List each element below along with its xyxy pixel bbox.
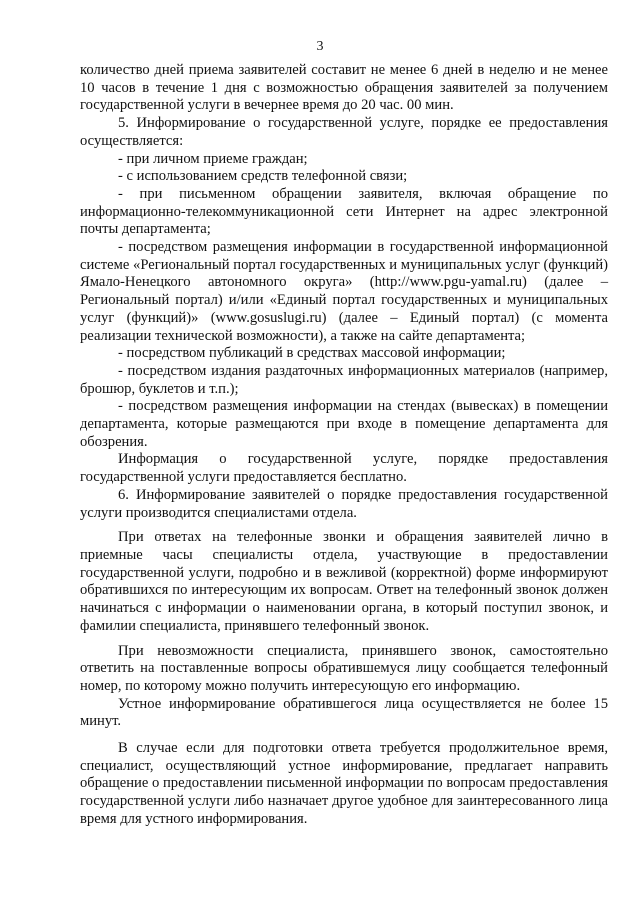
list-item-information-system: - посредством размещения информации в государственной информационной системе «Региональный портал государственных и муниципальных услуг (функций) Ямало-Ненецкого автономного округа» (http://www.pgu-yamal.ru) (далее – Региональный портал) и/или «Единый портал государственных и муниципальных услуг (функций)» (www.gosuslugi.ru) (далее – Единый портал) (с момента реализации технической возможности), а также на сайте департамента; [80,239,608,344]
paragraph-item-5: 5. Информирование о государственной услуге, порядке ее предоставления осуществляется: [80,115,608,149]
list-item-handouts: - посредством издания раздаточных информационных материалов (например, брошюр, буклетов и т.п.); [80,362,608,397]
list-item-stands: - посредством размещения информации на стендах (вывесках) в помещении департамента, которые размещаются при входе в помещение департамента для обозрения. [80,398,608,450]
paragraph-free-of-charge: Информация о государственной услуге, порядке предоставления государственной услуги предоставляется бесплатно. [80,451,608,486]
paragraph-phone-answers: При ответах на телефонные звонки и обращения заявителей лично в приемные часы специалисты отдела, участвующие в предоставлении государственной услуги, подробно и в вежливой (корректной) форме информируют обратившихся по интересующим их вопросам. Ответ на телефонный звонок должен начинаться с информации о наименовании органа, в который поступил звонок, и фамилии специалиста, принявшего телефонный звонок. [80,529,608,634]
list-item-telephone: - с использованием средств телефонной связи; [118,168,408,185]
paragraph-item-6: 6. Информирование заявителей о порядке предоставления государственной услуги производится специалистами отдела. [80,486,608,521]
document-body [80,62,608,829]
page-number: 3 [316,39,324,54]
list-item-personal-reception: - при личном приеме граждан; [118,150,308,167]
paragraph-oral-duration: Устное информирование обратившегося лица осуществляется не более 15 минут. [80,695,608,730]
list-item-mass-media: - посредством публикаций в средствах массовой информации; [118,345,506,362]
paragraph-forwarding: При невозможности специалиста, принявшего звонок, самостоятельно ответить на поставленные вопросы обратившемуся лицу сообщается телефонный номер, по которому можно получить интересующую его информацию. [80,642,608,694]
paragraph-long-answer: В случае если для подготовки ответа требуется продолжительное время, специалист, осуществляющий устное информирование, предлагает направить обращение о предоставлении письменной информации по вопросам предоставления государственной услуги либо назначает другое удобное для заинтересованного лица время для устного информирования. [80,740,608,827]
list-item-written-request: - при письменном обращении заявителя, включая обращение по информационно-телекоммуникационной сети Интернет на адрес электронной почты департамента; [80,185,608,238]
paragraph-continuation: количество дней приема заявителей составит не менее 6 дней в неделю и не менее 10 часов в течение 1 дня с возможностью обращения заявителей за получением государственной услуги в вечернее время до 20 час. 00 мин. [80,62,608,114]
